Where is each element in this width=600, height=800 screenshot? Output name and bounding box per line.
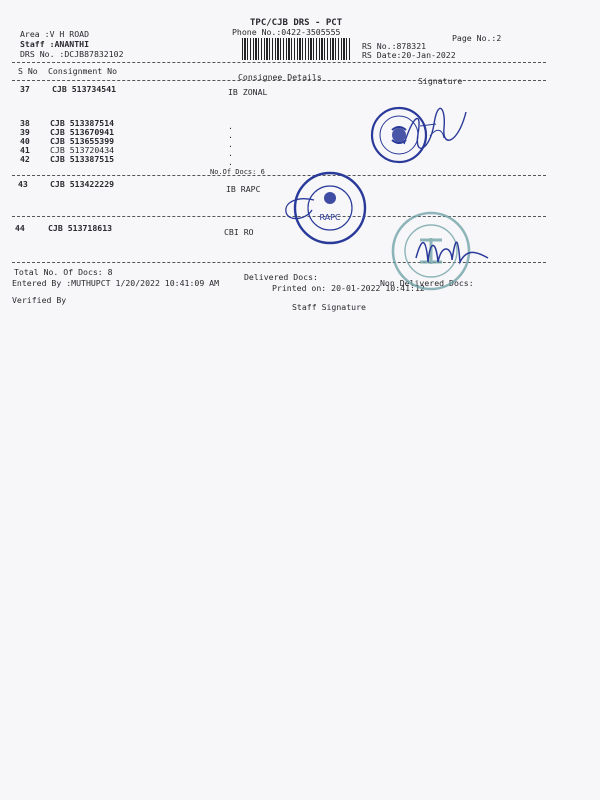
row-sno: 40 bbox=[20, 136, 30, 146]
row-consignment: CJB 513422229 bbox=[50, 179, 115, 189]
staff-label: Staff :ANANTHI bbox=[20, 39, 90, 49]
col-consignee: Consignee Details bbox=[238, 72, 322, 82]
total-docs: Total No. Of Docs: 8 bbox=[14, 267, 113, 277]
page-number: Page No.:2 bbox=[452, 33, 502, 43]
staff-signature: Staff Signature bbox=[292, 302, 366, 312]
col-signature: Signature bbox=[418, 76, 463, 86]
area-label: Area :V H ROAD bbox=[20, 29, 90, 39]
row-consignee: . bbox=[228, 139, 233, 149]
phone-number: Phone No.:0422-3505555 bbox=[232, 27, 341, 37]
non-delivered-docs: Non Delivered Docs: bbox=[380, 278, 474, 288]
row-sno: 38 bbox=[20, 118, 30, 128]
row-sno: 37 bbox=[20, 84, 30, 94]
divider bbox=[12, 175, 546, 176]
drs-title: TPC/CJB DRS - PCT bbox=[250, 18, 343, 28]
divider bbox=[12, 80, 546, 81]
row-sno: 43 bbox=[18, 179, 28, 189]
row-consignee: CBI RO bbox=[224, 227, 254, 237]
signature-scribble bbox=[278, 194, 318, 224]
delivered-docs: Delivered Docs: bbox=[244, 272, 318, 282]
row-consignee: . bbox=[228, 121, 233, 131]
barcode bbox=[242, 38, 352, 60]
rs-date: RS Date:20-Jan-2022 bbox=[362, 50, 456, 60]
row-consignee: . bbox=[228, 130, 233, 140]
drs-number: DRS No. :DCJB87832102 bbox=[20, 49, 124, 59]
row-consignment: CJB 513718613 bbox=[48, 223, 113, 233]
row-sno: 41 bbox=[20, 145, 30, 155]
row-consignee: . bbox=[228, 148, 233, 158]
row-consignment: CJB 513720434 bbox=[50, 145, 115, 155]
row-consignment: CJB 513387514 bbox=[50, 118, 115, 128]
row-consignee: . bbox=[228, 157, 233, 167]
printed-on: Printed on: 20-01-2022 10:41:12 bbox=[272, 283, 425, 293]
row-consignment: CJB 513655399 bbox=[50, 136, 115, 146]
row-sno: 44 bbox=[15, 223, 25, 233]
row-sno: 39 bbox=[20, 127, 30, 137]
col-consignment: Consignment No bbox=[48, 66, 118, 76]
row-consignment: CJB 513670941 bbox=[50, 127, 115, 137]
entered-by: Entered By :MUTHUPCT 1/20/2022 10:41:09 AM bbox=[12, 278, 220, 288]
row-consignment: CJB 513387515 bbox=[50, 154, 115, 164]
divider bbox=[12, 62, 546, 63]
verified-by: Verified By bbox=[12, 295, 67, 305]
row-sno: 42 bbox=[20, 154, 30, 164]
col-s-no: S No bbox=[18, 66, 38, 76]
signature-scribble bbox=[400, 104, 470, 156]
signature-scribble bbox=[412, 228, 492, 276]
row-consignee: IB RAPC bbox=[226, 184, 261, 194]
stamp-center-text: RAPC bbox=[319, 213, 341, 222]
group-doc-count: No.Of Docs: 6 bbox=[210, 168, 265, 176]
row-consignee: IB ZONAL bbox=[228, 87, 268, 97]
rs-number: RS No.:878321 bbox=[362, 41, 427, 51]
row-consignment: CJB 513734541 bbox=[52, 84, 117, 94]
